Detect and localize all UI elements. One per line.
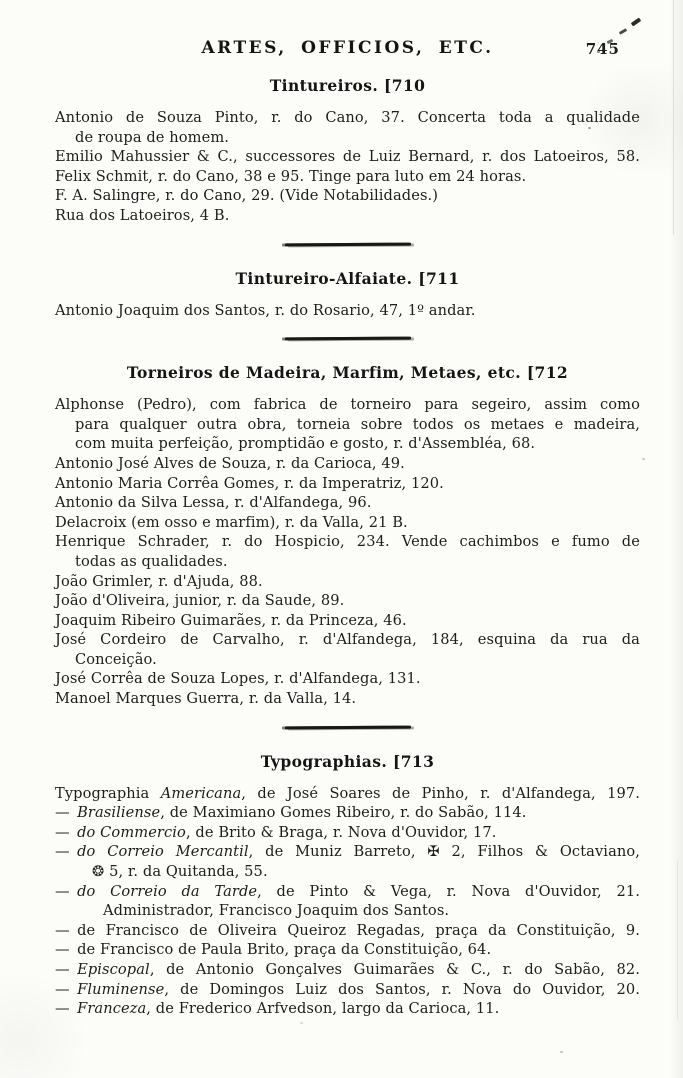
text-segment: Episcopal [77, 961, 150, 978]
section-ref-number: [711 [412, 268, 460, 288]
scan-edge-mark [677, 860, 678, 1020]
text-segment: , de Domingos Luiz dos Santos, r. Nova do Ouvidor, 20. [164, 980, 640, 998]
section-divider [284, 725, 410, 729]
entry-line [55, 611, 640, 631]
text-segment: Americana [160, 784, 242, 802]
entry-line [55, 862, 640, 882]
entry-line [55, 980, 640, 1000]
text-segment: — [55, 804, 78, 822]
entry-line [55, 395, 640, 415]
paper-speck [300, 1022, 303, 1024]
section-ref-number: [710 [378, 76, 426, 95]
section-divider [284, 337, 410, 341]
entry-line [55, 784, 640, 804]
entry-line [55, 434, 640, 454]
text-segment: — [55, 980, 78, 998]
entry-line [55, 960, 640, 980]
text-segment: — de Francisco de Paula Brito, praça da Constituição, 64. [55, 941, 492, 959]
text-segment: — [55, 882, 78, 900]
text-segment: Typographia [55, 784, 161, 802]
entry-line [55, 901, 640, 921]
directory-entry [55, 630, 640, 669]
text-segment: , de Frederico Arfvedson, largo da Carioca, 11. [146, 1000, 500, 1018]
entry-line [55, 454, 640, 474]
directory-section [55, 363, 640, 709]
directory-entry [55, 167, 640, 187]
page-number: 745 [585, 40, 620, 58]
entry-line [55, 882, 640, 902]
text-segment: , de Brito & Braga, r. Nova d'Ouvidor, 17. [185, 823, 497, 841]
text-segment: , de José Soares de Pinho, r. d'Alfandega, 197. [241, 784, 640, 802]
entry-line [55, 650, 640, 670]
text-segment: José Corrêa de Souza Lopes, r. d'Alfandega, 131. [55, 670, 421, 688]
directory-entry [55, 474, 640, 494]
directory-entry [55, 882, 640, 921]
entry-line [55, 842, 640, 862]
text-segment: Manoel Marques Guerra, r. da Valla, 14. [55, 690, 357, 708]
directory-entry [55, 842, 640, 881]
entry-line [55, 532, 640, 552]
section-ref-number: [712 [521, 363, 569, 383]
entry-line [55, 474, 640, 494]
directory-entry [55, 669, 640, 689]
running-head [55, 38, 640, 60]
text-segment: Franceza [77, 1000, 147, 1018]
section-heading [55, 752, 640, 771]
entry-line [55, 513, 640, 533]
paper-speck [560, 1051, 563, 1053]
text-segment: , de Pinto & Vega, r. Nova d'Ouvidor, 21. [257, 882, 640, 900]
entry-line [55, 552, 640, 572]
text-segment: Alphonse (Pedro), com fabrica de torneiro para segeiro, assim como [55, 396, 640, 414]
page-content [55, 38, 640, 1019]
text-segment: — [55, 961, 78, 978]
entry-line [55, 206, 640, 226]
directory-section [55, 76, 640, 226]
text-segment: Administrador, Francisco Joaquim dos Santos. [103, 902, 450, 920]
entry-line [55, 167, 640, 187]
directory-entry [55, 980, 640, 1000]
text-segment: Conceição. [75, 650, 157, 668]
entry-line [55, 301, 640, 321]
directory-entry [55, 186, 640, 206]
text-segment: do Correio da Tarde [77, 882, 258, 900]
text-segment: do Commercio [77, 823, 186, 841]
directory-entry [55, 940, 640, 960]
section-heading [55, 363, 640, 382]
entry-line [55, 823, 640, 843]
text-segment: — [55, 823, 78, 841]
text-segment: 2, Filhos & Octaviano, [439, 843, 641, 861]
entry-line [55, 803, 640, 823]
sections-container [55, 76, 640, 1019]
cross-ornament-icon: ✠ [427, 843, 440, 861]
text-segment: José Cordeiro de Carvalho, r. d'Alfandega, 184, esquina da rua da [55, 631, 640, 649]
text-segment: Rua dos Latoeiros, 4 B. [55, 206, 230, 224]
entry-line [55, 921, 640, 941]
text-segment: Henrique Schrader, r. do Hospicio, 234. Vende cachimbos e fumo de [55, 533, 640, 551]
rosette-ornament-icon: ❂ [92, 863, 105, 881]
directory-section [55, 269, 640, 321]
text-segment: Antonio da Silva Lessa, r. d'Alfandega, 96. [55, 494, 372, 512]
directory-entry [55, 611, 640, 631]
entry-line [55, 630, 640, 650]
directory-entry [55, 454, 640, 474]
section-heading-title: Tintureiro-Alfaiate. [235, 268, 413, 288]
directory-entry [55, 803, 640, 823]
directory-entry [55, 921, 640, 941]
directory-entry [55, 301, 640, 321]
section-divider [284, 242, 410, 246]
entry-line [55, 415, 640, 435]
text-segment: Antonio Maria Corrêa Gomes, r. da Imperatriz, 120. [55, 474, 444, 492]
text-segment: do Correio Mercantil [77, 843, 249, 861]
text-segment: Felix Schmit, r. do Cano, 38 e 95. Tinge para luto em 24 horas. [55, 167, 527, 185]
entry-line [55, 108, 640, 128]
section-ref-number: [713 [387, 751, 435, 771]
text-segment: — de Francisco de Oliveira Queiroz Regadas, praça da Constituição, 9. [55, 921, 640, 939]
directory-entry [55, 493, 640, 513]
text-segment: Antonio Joaquim dos Santos, r. do Rosario, 47, 1º andar. [55, 301, 476, 319]
text-segment: , de Maximiano Gomes Ribeiro, r. do Sabão, 114. [160, 804, 527, 822]
directory-entry [55, 395, 640, 454]
text-segment: Brasiliense [77, 804, 161, 822]
text-segment: Antonio José Alves de Souza, r. da Carioca, 49. [55, 454, 405, 472]
text-segment: com muita perfeição, promptidão e gosto, r. d'Assembléa, 68. [75, 435, 536, 453]
directory-entry [55, 572, 640, 592]
entry-line [55, 999, 640, 1019]
directory-entry [55, 206, 640, 226]
text-segment: João Grimler, r. d'Ajuda, 88. [55, 572, 263, 590]
entry-line [55, 669, 640, 689]
paper-speck [642, 458, 645, 460]
directory-section [55, 752, 640, 1019]
directory-entry [55, 147, 640, 167]
text-segment: 5, r. da Quitanda, 55. [104, 863, 268, 881]
section-heading-title: Torneiros de Madeira, Marfim, Metaes, etc. [126, 363, 522, 383]
directory-entry [55, 108, 640, 147]
text-segment: para qualquer outra obra, torneia sobre todos os metaes e madeira, [75, 415, 640, 433]
text-segment: , de Muniz Barreto, [248, 843, 428, 861]
section-heading-title: Tintureiros. [269, 76, 379, 95]
directory-entry [55, 513, 640, 533]
text-segment: F. A. Salingre, r. do Cano, 29. (Vide Notabilidades.) [55, 187, 439, 205]
text-segment: todas as qualidades. [75, 552, 228, 570]
directory-entry [55, 532, 640, 571]
text-segment: Antonio de Souza Pinto, r. do Cano, 37. Concerta toda a qualidade [55, 109, 640, 126]
scan-edge-mark [673, 0, 674, 235]
text-segment: Joaquim Ribeiro Guimarães, r. da Princeza, 46. [55, 611, 407, 629]
entry-line [55, 689, 640, 709]
text-segment: Emilio Mahussier & C., successores de Luiz Bernard, r. dos Latoeiros, 58. [55, 148, 640, 166]
directory-entry [55, 689, 640, 709]
entry-line [55, 493, 640, 513]
directory-entry [55, 999, 640, 1019]
text-segment: de roupa de homem. [75, 128, 230, 146]
text-segment: , de Antonio Gonçalves Guimarães & C., r. do Sabão, 82. [149, 961, 640, 978]
entry-line [55, 591, 640, 611]
directory-entry [55, 591, 640, 611]
text-segment: Fluminense [77, 980, 165, 998]
entry-line [55, 572, 640, 592]
entry-line [55, 940, 640, 960]
section-heading-title: Typographias. [260, 751, 388, 771]
entry-line [55, 128, 640, 148]
section-heading [55, 269, 640, 288]
text-segment: — [55, 1000, 78, 1018]
directory-entry [55, 784, 640, 804]
text-segment: — [55, 843, 78, 861]
running-title: ARTES, OFFICIOS, ETC. [201, 38, 494, 58]
directory-entry [55, 960, 640, 980]
directory-entry [55, 823, 640, 843]
entry-line [55, 186, 640, 206]
section-heading [55, 76, 640, 95]
text-segment: Delacroix (em osso e marfim), r. da Valla, 21 B. [55, 513, 408, 531]
text-segment: João d'Oliveira, junior, r. da Saude, 89. [55, 592, 345, 610]
entry-line [55, 147, 640, 167]
